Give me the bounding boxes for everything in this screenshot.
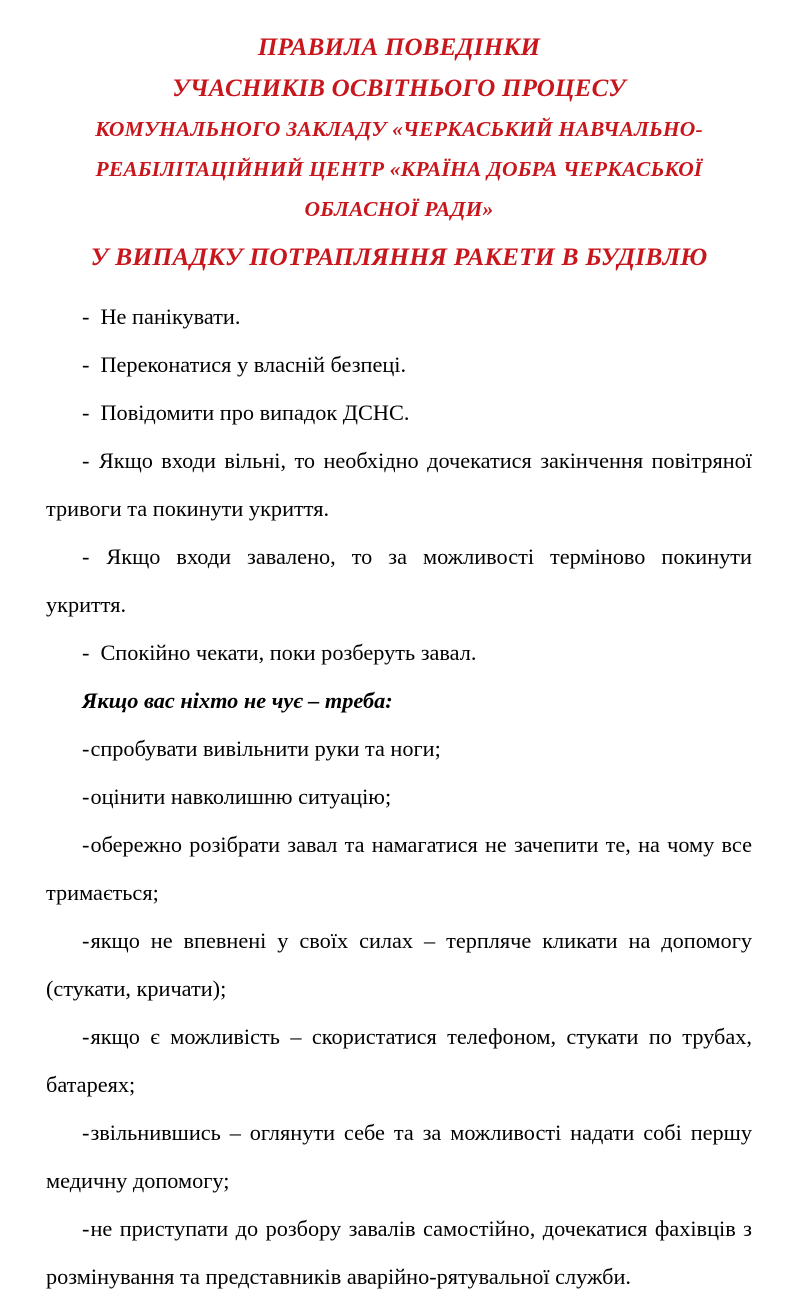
- action-dash: -: [82, 832, 90, 857]
- document-title-block: [46, 0, 752, 279]
- action-dash: -: [82, 928, 90, 953]
- rule-item: [46, 293, 752, 341]
- action-text: якщо є можливість – скористатися телефоном, стукати по трубах, батареях;: [46, 1024, 752, 1097]
- action-dash: -: [82, 784, 90, 809]
- rule-dash: -: [82, 544, 90, 569]
- rule-text: Не панікувати.: [100, 304, 241, 329]
- action-dash: -: [82, 1216, 90, 1241]
- rule-text: Якщо входи вільні, то необхідно дочекатися закінчення повітряної тривоги та покинути укриття.: [46, 448, 752, 521]
- rule-text: Переконатися у власній безпеці.: [100, 352, 407, 377]
- action-dash: -: [82, 1024, 90, 1049]
- action-dash: -: [82, 1120, 90, 1145]
- rule-item: [46, 437, 752, 533]
- action-item: [46, 821, 752, 917]
- action-item: [46, 773, 752, 821]
- rule-dash: -: [82, 400, 90, 425]
- rule-dash: -: [82, 640, 90, 665]
- rule-text: Повідомити про випадок ДСНС.: [100, 400, 410, 425]
- action-item: [46, 1013, 752, 1109]
- action-item: [46, 1109, 752, 1205]
- action-text: оцінити навколишню ситуацію;: [90, 784, 392, 809]
- title-organization: КОМУНАЛЬНОГО ЗАКЛАДУ «ЧЕРКАСЬКИЙ НАВЧАЛЬНО-РЕАБІЛІТАЦІЙНИЙ ЦЕНТР «КРАЇНА ДОБРА ЧЕРКАСЬКОЇ ОБЛАСНОЇ РАДИ»: [95, 117, 703, 221]
- action-text: не приступати до розбору завалів самостійно, дочекатися фахівців з розмінування та представників аварійно-рятувальної служби.: [46, 1216, 752, 1289]
- action-item: [46, 1205, 752, 1301]
- section-subheading: Якщо вас ніхто не чує – треба:: [82, 688, 393, 713]
- action-text: звільнившись – оглянути себе та за можливості надати собі першу медичну допомогу;: [46, 1120, 752, 1193]
- document-body: [46, 279, 752, 1301]
- title-case-line: У ВИПАДКУ ПОТРАПЛЯННЯ РАКЕТИ В БУДІВЛЮ: [90, 242, 708, 271]
- rule-text: Спокійно чекати, поки розберуть завал.: [100, 640, 477, 665]
- action-dash: -: [82, 736, 90, 761]
- rule-dash: -: [82, 304, 90, 329]
- action-item: [46, 725, 752, 773]
- rule-dash: -: [82, 448, 90, 473]
- action-item: [46, 917, 752, 1013]
- rule-item: [46, 629, 752, 677]
- title-line-2: УЧАСНИКІВ ОСВІТНЬОГО ПРОЦЕСУ: [172, 75, 626, 102]
- rule-item: [46, 341, 752, 389]
- title-line-1: ПРАВИЛА ПОВЕДІНКИ: [257, 34, 541, 61]
- rule-item: [46, 389, 752, 437]
- rule-dash: -: [82, 352, 90, 377]
- rule-item: [46, 533, 752, 629]
- action-text: обережно розібрати завал та намагатися не зачепити те, на чому все тримається;: [46, 832, 752, 905]
- rule-text: Якщо входи завалено, то за можливості терміново покинути укриття.: [46, 544, 752, 617]
- action-text: спробувати вивільнити руки та ноги;: [90, 736, 441, 761]
- action-text: якщо не впевнені у своїх силах – терпляче кликати на допомогу (стукати, кричати);: [46, 928, 752, 1001]
